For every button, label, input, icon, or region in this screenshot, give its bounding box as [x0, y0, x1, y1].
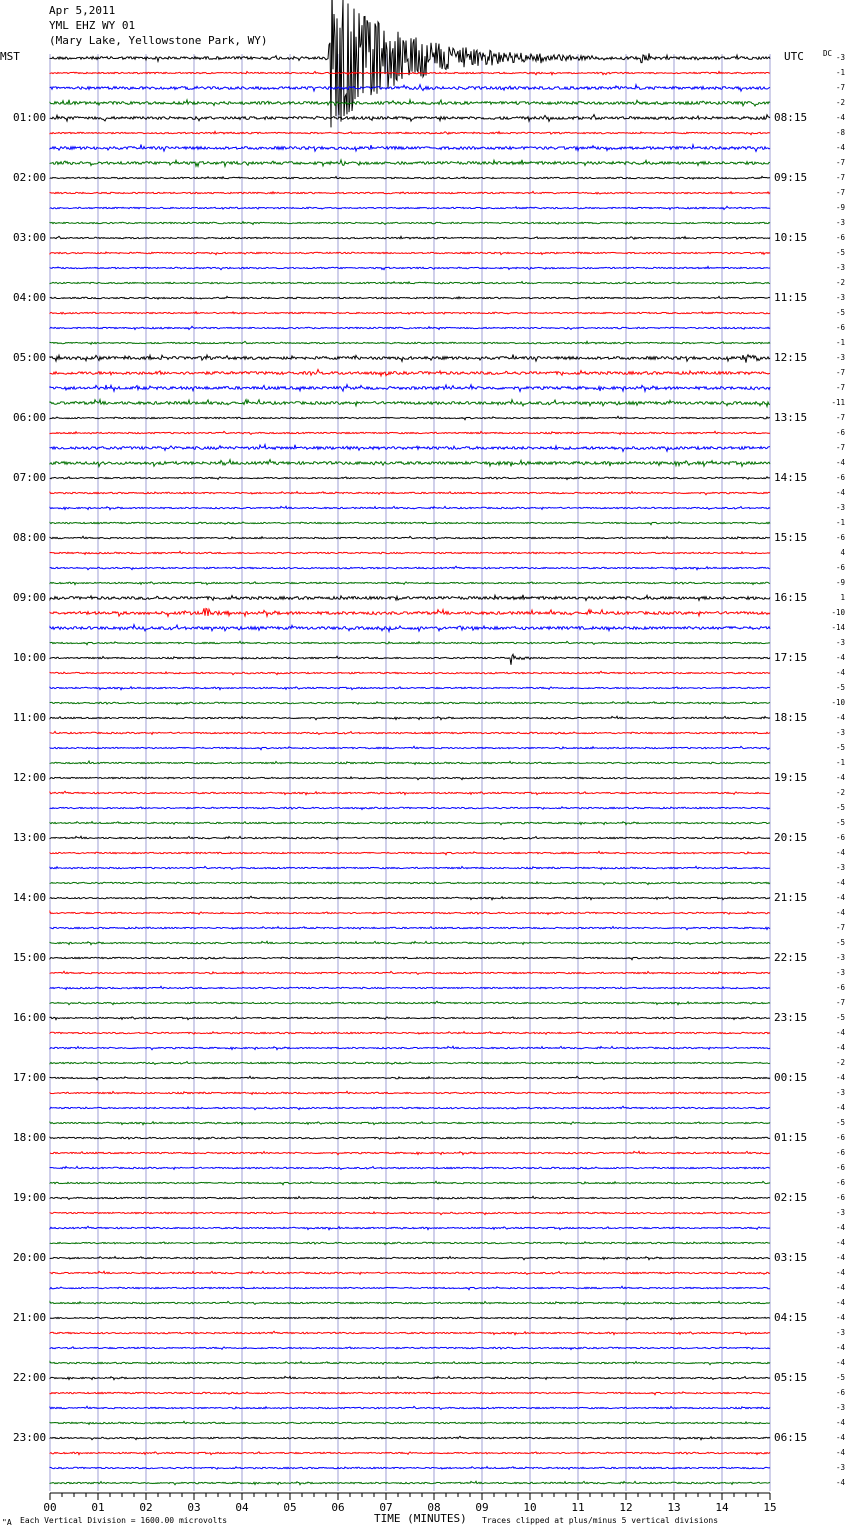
trace-line [50, 522, 770, 525]
trace-line [50, 1347, 770, 1350]
dc-offset-label: -1 [835, 338, 845, 347]
x-tick-label: 00 [43, 1501, 57, 1514]
trace-line [50, 1362, 770, 1365]
dc-offset-label: -3 [835, 1088, 845, 1097]
trace-line [50, 1166, 770, 1169]
dc-offset-label: -4 [835, 893, 845, 902]
dc-offset-label: -4 [835, 1298, 845, 1307]
trace-line [50, 1481, 770, 1484]
location-label: (Mary Lake, Yellowstone Park, WY) [49, 34, 268, 47]
trace-line [50, 1331, 770, 1334]
dc-offset-label: -4 [835, 773, 845, 782]
utc-hour-label: 09:15 [774, 171, 808, 184]
dc-offset-label: -4 [835, 1028, 845, 1037]
mst-hour-label: 18:00 [13, 1131, 47, 1144]
utc-hour-label: 00:15 [774, 1071, 808, 1084]
trace-line [50, 851, 770, 854]
trace-line [50, 431, 770, 434]
dc-offset-label: -3 [835, 863, 845, 872]
dc-offset-label: -4 [835, 1313, 845, 1322]
dc-offset-label: -6 [835, 1133, 845, 1142]
trace-line [50, 416, 770, 419]
dc-offset-label: -11 [831, 398, 845, 407]
trace-line [50, 385, 770, 392]
mst-hour-label: 10:00 [13, 651, 47, 664]
x-tick-label: 06 [331, 1501, 345, 1514]
utc-hour-label: 10:15 [774, 231, 808, 244]
dc-offset-label: -7 [835, 83, 845, 92]
mst-hour-label: 23:00 [13, 1431, 47, 1444]
dc-offset-label: -4 [835, 1478, 845, 1487]
x-tick-label: 14 [715, 1501, 729, 1514]
trace-line [50, 1301, 770, 1304]
dc-offset-label: -1 [835, 68, 845, 77]
trace-line [50, 641, 770, 644]
mst-hour-label: 20:00 [13, 1251, 47, 1264]
dc-offset-label: -7 [835, 158, 845, 167]
trace-line [50, 957, 770, 960]
utc-hour-label: 13:15 [774, 411, 808, 424]
dc-offset-label: -7 [835, 413, 845, 422]
mst-hour-label: 06:00 [13, 411, 47, 424]
trace-line [50, 1212, 770, 1215]
trace-line [50, 882, 770, 885]
utc-hour-label: 06:15 [774, 1431, 808, 1444]
trace-line [50, 1436, 770, 1439]
trace-line [50, 941, 770, 944]
dc-offset-label: -4 [835, 878, 845, 887]
trace-line [50, 671, 770, 674]
dc-offset-label: -4 [835, 1433, 845, 1442]
utc-hour-label: 20:15 [774, 831, 808, 844]
trace-line [50, 731, 770, 734]
dc-offset-label: -3 [835, 263, 845, 272]
trace-line [50, 445, 770, 452]
trace-line [50, 355, 770, 363]
trace-line [50, 312, 770, 314]
dc-offset-label: -2 [835, 278, 845, 287]
utc-hour-label: 16:15 [774, 591, 808, 604]
trace-line [50, 1062, 770, 1065]
trace-line [50, 791, 770, 794]
dc-offset-label: -6 [835, 323, 845, 332]
trace-line [50, 608, 770, 616]
dc-offset-label: -5 [835, 308, 845, 317]
dc-offset-label: -7 [835, 443, 845, 452]
trace-line [50, 896, 770, 899]
trace-line [50, 1017, 770, 1020]
dc-offset-label: -3 [835, 353, 845, 362]
dc-offset-label: -4 [835, 1418, 845, 1427]
trace-line [50, 927, 770, 930]
dc-offset-label: -5 [835, 248, 845, 257]
trace-line [50, 477, 770, 480]
mst-hour-label: 09:00 [13, 591, 47, 604]
dc-offset-label: -6 [835, 533, 845, 542]
trace-line [50, 131, 770, 134]
dc-offset-label: -3 [835, 293, 845, 302]
x-tick-label: 05 [283, 1501, 297, 1514]
trace-line [50, 1317, 770, 1320]
dc-offset-label: -5 [835, 938, 845, 947]
dc-offset-label: -6 [835, 1178, 845, 1187]
dc-offset-label: -3 [835, 968, 845, 977]
mst-hour-label: 11:00 [13, 711, 47, 724]
mst-hour-label: 12:00 [13, 771, 47, 784]
x-tick-label: 04 [235, 1501, 249, 1514]
trace-line [50, 1376, 770, 1379]
dc-offset-label: -4 [835, 458, 845, 467]
utc-hour-label: 04:15 [774, 1311, 808, 1324]
dc-offset-label: -4 [835, 1238, 845, 1247]
utc-hour-label: 18:15 [774, 711, 808, 724]
dc-offset-label: -4 [835, 908, 845, 917]
trace-line [50, 145, 770, 152]
x-tick-label: 11 [571, 1501, 585, 1514]
dc-offset-label: -3 [835, 218, 845, 227]
mst-hour-label: 15:00 [13, 951, 47, 964]
trace-line [50, 252, 770, 255]
dc-offset-label: -14 [831, 623, 845, 632]
dc-offset-label: -4 [835, 143, 845, 152]
dc-offset-label: -5 [835, 743, 845, 752]
x-tick-label: 01 [91, 1501, 105, 1514]
trace-line [50, 654, 770, 665]
trace-line [50, 400, 770, 407]
dc-offset-label: -6 [835, 1148, 845, 1157]
utc-hour-label: 02:15 [774, 1191, 808, 1204]
dc-offset-label: -4 [835, 1343, 845, 1352]
trace-line [50, 1137, 770, 1140]
trace-line [50, 191, 770, 194]
trace-line [50, 625, 770, 632]
utc-hour-label: 19:15 [774, 771, 808, 784]
x-axis-label: TIME (MINUTES) [374, 1512, 467, 1525]
dc-label: DC [822, 49, 832, 58]
dc-offset-label: -7 [835, 923, 845, 932]
dc-offset-label: -7 [835, 173, 845, 182]
trace-line [50, 1406, 770, 1409]
utc-hour-label: 22:15 [774, 951, 808, 964]
dc-offset-label: -6 [835, 233, 845, 242]
dc-offset-label: -7 [835, 368, 845, 377]
dc-offset-label: -4 [835, 1358, 845, 1367]
clip-note: Traces clipped at plus/minus 5 vertical divisions [482, 1516, 719, 1525]
dc-offset-label: -4 [835, 488, 845, 497]
mst-hour-label: 07:00 [13, 471, 47, 484]
mst-hour-label: 02:00 [13, 171, 47, 184]
trace-line [50, 1106, 770, 1109]
dc-offset-label: -4 [835, 713, 845, 722]
dc-offset-label: -5 [835, 1373, 845, 1382]
dc-offset-label: -6 [835, 428, 845, 437]
trace-line [50, 912, 770, 915]
trace-line [50, 206, 770, 209]
dc-offset-label: -3 [835, 1403, 845, 1412]
dc-offset-label: -1 [835, 758, 845, 767]
dc-offset-label: -4 [835, 668, 845, 677]
trace-line [50, 296, 770, 299]
dc-offset-label: 1 [840, 593, 845, 602]
dc-offset-label: -6 [835, 833, 845, 842]
dc-offset-label: -5 [835, 818, 845, 827]
trace-line [50, 0, 770, 127]
trace-line [50, 492, 770, 495]
dc-offset-label: 4 [840, 548, 845, 557]
trace-line [50, 1421, 770, 1424]
trace-line [50, 1467, 770, 1470]
trace-line [50, 1196, 770, 1199]
trace-line [50, 551, 770, 554]
x-tick-label: 10 [523, 1501, 537, 1514]
trace-line [50, 1271, 770, 1274]
dc-offset-label: -10 [831, 608, 845, 617]
trace-line [50, 836, 770, 839]
mst-hour-label: 03:00 [13, 231, 47, 244]
trace-line [50, 85, 770, 91]
dc-offset-label: -7 [835, 998, 845, 1007]
dc-offset-label: -6 [835, 1388, 845, 1397]
utc-hour-label: 23:15 [774, 1011, 808, 1024]
mst-hour-label: 13:00 [13, 831, 47, 844]
trace-line [50, 702, 770, 705]
dc-offset-label: -9 [835, 578, 845, 587]
trace-line [50, 1257, 770, 1260]
trace-line [50, 370, 770, 376]
dc-offset-label: -4 [835, 1283, 845, 1292]
mst-label: MST [0, 50, 20, 63]
trace-line [50, 1046, 770, 1049]
dc-offset-label: -4 [835, 1253, 845, 1262]
utc-hour-label: 15:15 [774, 531, 808, 544]
dc-offset-label: -3 [835, 953, 845, 962]
trace-line [50, 807, 770, 810]
trace-line [50, 1286, 770, 1289]
trace-line [50, 176, 770, 179]
trace-line [50, 1032, 770, 1035]
utc-hour-label: 03:15 [774, 1251, 808, 1264]
trace-line [50, 100, 770, 106]
dc-offset-label: -4 [835, 113, 845, 122]
x-tick-label: 12 [619, 1501, 633, 1514]
trace-line [50, 1452, 770, 1455]
trace-line [50, 1226, 770, 1229]
trace-line [50, 1151, 770, 1154]
dc-offset-label: -5 [835, 1118, 845, 1127]
mst-hour-label: 22:00 [13, 1371, 47, 1384]
dc-offset-label: -2 [835, 1058, 845, 1067]
dc-offset-label: -4 [835, 1268, 845, 1277]
dc-offset-label: -2 [835, 98, 845, 107]
x-tick-label: 03 [187, 1501, 201, 1514]
dc-offset-label: -3 [835, 1208, 845, 1217]
dc-offset-label: -6 [835, 983, 845, 992]
dc-offset-label: -2 [835, 788, 845, 797]
dc-offset-label: -8 [835, 128, 845, 137]
station-label: YML EHZ WY 01 [49, 19, 136, 32]
dc-offset-label: -1 [835, 518, 845, 527]
mst-hour-label: 08:00 [13, 531, 47, 544]
dc-offset-label: -3 [835, 53, 845, 62]
trace-line [50, 866, 770, 869]
footer-mark: "A [2, 1518, 12, 1527]
mst-hour-label: 17:00 [13, 1071, 47, 1084]
trace-line [50, 536, 770, 539]
x-tick-label: 15 [763, 1501, 777, 1514]
dc-offset-label: -5 [835, 1013, 845, 1022]
dc-offset-label: -6 [835, 563, 845, 572]
trace-line [50, 506, 770, 509]
x-tick-label: 13 [667, 1501, 681, 1514]
dc-offset-label: -4 [835, 653, 845, 662]
x-tick-label: 07 [379, 1501, 393, 1514]
utc-hour-label: 12:15 [774, 351, 808, 364]
dc-offset-label: -4 [835, 1223, 845, 1232]
mst-hour-label: 05:00 [13, 351, 47, 364]
trace-line [50, 822, 770, 825]
dc-offset-label: -3 [835, 1328, 845, 1337]
dc-offset-label: -9 [835, 203, 845, 212]
trace-line [50, 1242, 770, 1245]
dc-offset-label: -3 [835, 503, 845, 512]
trace-line [50, 582, 770, 585]
trace-line [50, 341, 770, 344]
date-label: Apr 5,2011 [49, 4, 116, 17]
trace-line [50, 1392, 770, 1395]
trace-line [50, 595, 770, 601]
trace-line [50, 266, 770, 269]
mst-hour-label: 21:00 [13, 1311, 47, 1324]
dc-offset-label: -4 [835, 1448, 845, 1457]
dc-offset-label: -4 [835, 1043, 845, 1052]
utc-hour-label: 17:15 [774, 651, 808, 664]
utc-hour-label: 11:15 [774, 291, 808, 304]
trace-line [50, 687, 770, 690]
dc-offset-label: -6 [835, 473, 845, 482]
mst-hour-label: 04:00 [13, 291, 47, 304]
dc-offset-label: -7 [835, 188, 845, 197]
dc-offset-label: -6 [835, 1193, 845, 1202]
dc-offset-label: -10 [831, 698, 845, 707]
trace-line [50, 777, 770, 780]
utc-hour-label: 01:15 [774, 1131, 808, 1144]
utc-label: UTC [784, 50, 804, 63]
dc-offset-label: -4 [835, 1103, 845, 1112]
trace-line [50, 986, 770, 989]
x-tick-label: 02 [139, 1501, 153, 1514]
scale-note: Each Vertical Division = 1600.00 microvolts [20, 1516, 228, 1525]
trace-line [50, 160, 770, 167]
dc-offset-label: -3 [835, 1463, 845, 1472]
mst-hour-label: 01:00 [13, 111, 47, 124]
trace-line [50, 115, 770, 122]
trace-line [50, 566, 770, 569]
dc-offset-label: -6 [835, 1163, 845, 1172]
dc-offset-label: -5 [835, 803, 845, 812]
mst-hour-label: 16:00 [13, 1011, 47, 1024]
dc-offset-label: -5 [835, 683, 845, 692]
trace-line [50, 1091, 770, 1094]
trace-line [50, 971, 770, 974]
mst-hour-label: 14:00 [13, 891, 47, 904]
utc-hour-label: 05:15 [774, 1371, 808, 1384]
trace-line [50, 222, 770, 225]
dc-offset-label: -4 [835, 848, 845, 857]
x-tick-label: 09 [475, 1501, 489, 1514]
trace-line [50, 1181, 770, 1184]
trace-line [50, 1076, 770, 1079]
dc-offset-label: -4 [835, 1073, 845, 1082]
trace-line [50, 282, 770, 284]
trace-line [50, 460, 770, 467]
dc-offset-label: -3 [835, 638, 845, 647]
dc-offset-label: -7 [835, 383, 845, 392]
trace-line [50, 716, 770, 719]
mst-hour-label: 19:00 [13, 1191, 47, 1204]
utc-hour-label: 08:15 [774, 111, 808, 124]
trace-line [50, 1001, 770, 1004]
x-tick-label: 08 [427, 1501, 441, 1514]
trace-line [50, 236, 770, 239]
utc-hour-label: 21:15 [774, 891, 808, 904]
utc-hour-label: 14:15 [774, 471, 808, 484]
trace-line [50, 761, 770, 764]
trace-line [50, 1122, 770, 1125]
trace-line [50, 326, 770, 329]
trace-line [50, 746, 770, 749]
dc-offset-label: -3 [835, 728, 845, 737]
